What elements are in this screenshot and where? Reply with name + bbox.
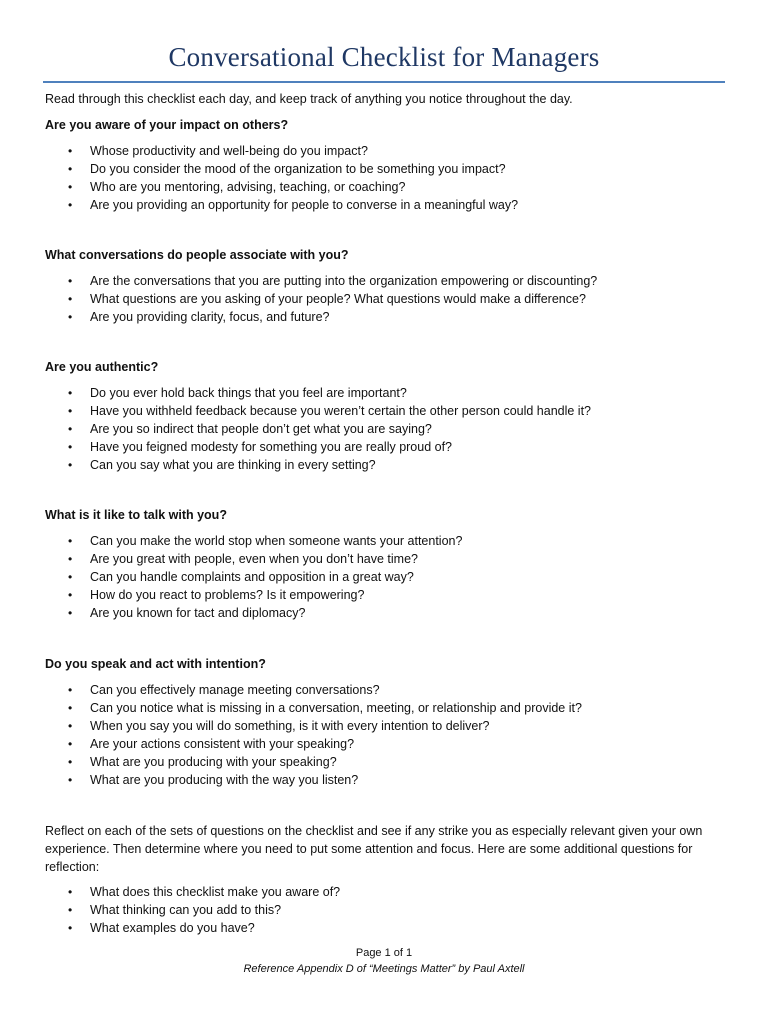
bullet-icon: • — [68, 180, 73, 194]
section-heading: What is it like to talk with you? — [45, 508, 227, 522]
list-item: • What are you producing with your speaking? — [68, 755, 337, 769]
list-item: • What examples do you have? — [68, 921, 255, 935]
bullet-icon: • — [68, 570, 73, 584]
list-item: • When you say you will do something, is it with every intention to deliver? — [68, 719, 490, 733]
section-list — [0, 142, 700, 214]
section-list — [0, 532, 700, 622]
bullet-icon: • — [68, 683, 73, 697]
list-item: • Are you so indirect that people don’t get what you are saying? — [68, 422, 432, 436]
reference-note: Reference Appendix D of “Meetings Matter” by Paul Axtell — [243, 963, 525, 975]
intro-paragraph: Read through this checklist each day, and keep track of anything you notice throughout the day. — [45, 92, 573, 106]
bullet-icon: • — [68, 310, 73, 324]
list-item: • What questions are you asking of your people? What questions would make a difference? — [68, 292, 586, 306]
document-title: Conversational Checklist for Managers — [168, 42, 600, 72]
bullet-icon: • — [68, 903, 73, 917]
bullet-icon: • — [68, 719, 73, 733]
page-number: Page 1 of 1 — [355, 947, 413, 959]
section-heading: Do you speak and act with intention? — [45, 657, 266, 671]
section-list — [0, 384, 700, 474]
reflection-list — [0, 883, 700, 937]
list-item: • Can you effectively manage meeting conversations? — [68, 683, 380, 697]
list-item: • Have you withheld feedback because you weren’t certain the other person could handle it? — [68, 404, 592, 418]
list-item: • What are you producing with the way you listen? — [68, 773, 359, 787]
list-item: • Can you notice what is missing in a conversation, meeting, or relationship and provide it? — [68, 701, 582, 715]
bullet-icon: • — [68, 386, 73, 400]
list-item: • Do you consider the mood of the organization to be something you impact? — [68, 162, 506, 176]
bullet-icon: • — [68, 606, 73, 620]
list-item: • What does this checklist make you aware of? — [68, 885, 341, 899]
bullet-icon: • — [68, 198, 73, 212]
list-item: • Can you say what you are thinking in every setting? — [68, 458, 376, 472]
section-list — [0, 681, 700, 789]
list-item: • How do you react to problems? Is it empowering? — [68, 588, 365, 602]
bullet-icon: • — [68, 588, 73, 602]
title-underline — [43, 81, 725, 83]
list-item: • Whose productivity and well-being do you impact? — [68, 144, 368, 158]
bullet-icon: • — [68, 737, 73, 751]
bullet-icon: • — [68, 292, 73, 306]
section-list — [0, 272, 700, 326]
bullet-icon: • — [68, 458, 73, 472]
bullet-icon: • — [68, 422, 73, 436]
list-item: • Have you feigned modesty for something you are really proud of? — [68, 440, 453, 454]
bullet-icon: • — [68, 404, 73, 418]
section-heading: What conversations do people associate with you? — [45, 248, 349, 262]
bullet-icon: • — [68, 773, 73, 787]
bullet-icon: • — [68, 144, 73, 158]
list-item: • Do you ever hold back things that you feel are important? — [68, 386, 407, 400]
list-item: • Are your actions consistent with your speaking? — [68, 737, 355, 751]
list-item: • Can you make the world stop when someone wants your attention? — [68, 534, 463, 548]
bullet-icon: • — [68, 701, 73, 715]
bullet-icon: • — [68, 274, 73, 288]
bullet-icon: • — [68, 755, 73, 769]
reflection-paragraph: Reflect on each of the sets of questions on the checklist and see if any strike you as especially relevant given your own experience. Then determine where you need to put some attention and focus. Here are some additional questions for reflection: — [45, 824, 703, 874]
bullet-icon: • — [68, 552, 73, 566]
list-item: • What thinking can you add to this? — [68, 903, 282, 917]
list-item: • Can you handle complaints and opposition in a great way? — [68, 570, 414, 584]
list-item: • Are you great with people, even when you don’t have time? — [68, 552, 418, 566]
list-item: • Are you providing an opportunity for people to converse in a meaningful way? — [68, 198, 519, 212]
bullet-icon: • — [68, 440, 73, 454]
bullet-icon: • — [68, 885, 73, 899]
bullet-icon: • — [68, 162, 73, 176]
section-heading: Are you authentic? — [45, 360, 159, 374]
list-item: • Are you known for tact and diplomacy? — [68, 606, 306, 620]
list-item: • Are you providing clarity, focus, and future? — [68, 310, 330, 324]
list-item: • Are the conversations that you are putting into the organization empowering or discounting? — [68, 274, 598, 288]
list-item: • Who are you mentoring, advising, teaching, or coaching? — [68, 180, 406, 194]
bullet-icon: • — [68, 534, 73, 548]
bullet-icon: • — [68, 921, 73, 935]
section-heading: Are you aware of your impact on others? — [45, 118, 289, 132]
